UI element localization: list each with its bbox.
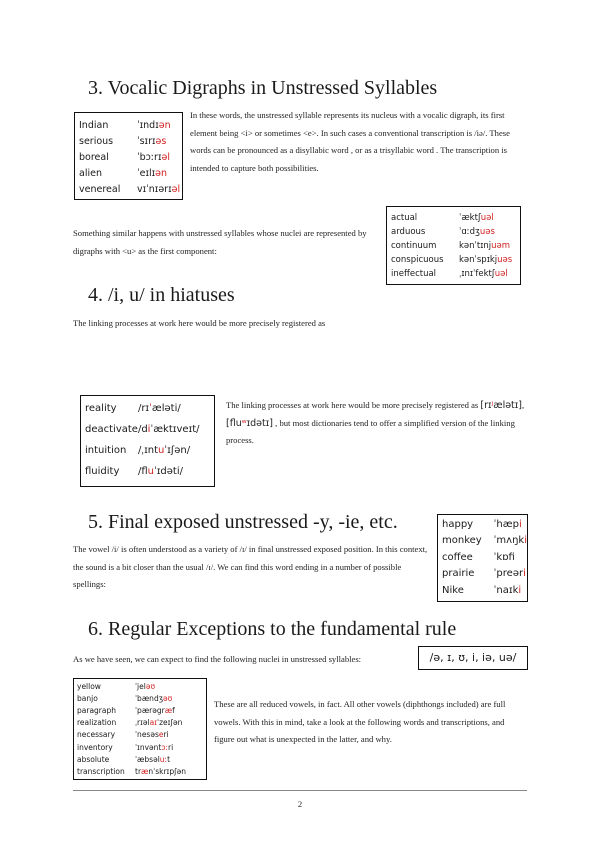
- transcription-part: ˈnesəs: [135, 730, 159, 740]
- highlighted-vowel: æ: [141, 766, 149, 776]
- table-row: [85, 461, 200, 482]
- transcription-part: /ˌɪnt: [137, 445, 159, 456]
- word-spelling: fluidity: [85, 466, 120, 477]
- transcription-part: ˈpærəgr: [135, 705, 165, 715]
- transcription-part: ˈbɔːrɪ: [137, 151, 162, 163]
- section-5-title: 5. Final exposed unstressed -y, -ie, etc.: [88, 511, 398, 533]
- transcription-part: /fl: [137, 466, 148, 477]
- word-spelling: intuition: [85, 445, 127, 456]
- word-transcription: [137, 133, 180, 149]
- transcription-part: ˌrɪəl: [135, 718, 150, 728]
- table-row: [79, 181, 180, 197]
- word-transcription: [494, 533, 527, 550]
- highlighted-vowel: uəl: [480, 213, 494, 223]
- word-transcription: [135, 692, 186, 704]
- highlighted-vowel: æ: [164, 705, 173, 715]
- section-3-paragraph: In these words, the unstressed syllable represents its nucleus with a vocalic digraph, its first element being <i> or sometimes <e>. In such cases a conventional transcription is /iə/. These words can be pronounced as a disyllabic word , or as a trisyllabic word . The transcription is intended to capture both possibilities.: [190, 110, 510, 173]
- word-transcription: [137, 181, 180, 197]
- word-spelling: boreal: [79, 151, 109, 163]
- section-6-paragraph: These are all reduced vowels, in fact. All other vowels (diphthongs included) are full vowels. With this in mind, take a look at the following words and transcriptions, and figure out what is unexpected in the latter, and why.: [214, 699, 506, 744]
- highlighted-vowel: i: [147, 424, 151, 435]
- word-spelling: conspicuous: [391, 255, 444, 265]
- table-row: [79, 165, 180, 181]
- transcription-part: ˈɪndɪ: [137, 119, 159, 131]
- word-spelling: venereal: [79, 183, 121, 195]
- table-row: [391, 253, 512, 267]
- word-spelling: transcription: [77, 766, 125, 776]
- transcription-part: ˈpreər: [493, 568, 524, 580]
- table-row: [77, 717, 186, 729]
- table-row: [85, 398, 200, 419]
- highlighted-vowel: ən: [155, 167, 168, 179]
- highlighted-vowel: əʊ: [163, 693, 173, 703]
- ipa-reality: [rɪʲælətɪ]: [480, 400, 523, 411]
- word-spelling: deactivate: [85, 424, 138, 435]
- highlighted-vowel: aɪ: [149, 718, 158, 728]
- word-spelling: absolute: [77, 754, 110, 764]
- transcription-part: ˈɪnvənt: [135, 742, 162, 752]
- word-spelling: Nike: [442, 584, 464, 596]
- word-transcription: [138, 398, 200, 419]
- table-row: [77, 692, 186, 704]
- highlighted-vowel: i: [524, 535, 527, 547]
- word-transcription: [138, 461, 200, 482]
- word-spelling: happy: [442, 518, 474, 530]
- word-spelling: yellow: [77, 681, 101, 691]
- transcription-part: /d: [137, 424, 148, 435]
- transcription-part: ˈæktɪveɪt/: [150, 424, 200, 435]
- highlighted-vowel: uː: [159, 754, 168, 764]
- transcription-part: ˌɪnɪˈfektʃ: [459, 269, 495, 279]
- transcription-part: ˈbændʒ: [135, 693, 164, 703]
- word-spelling: arduous: [391, 227, 426, 237]
- section-3-paragraph-2: Something similar happens with unstressed syllables whose nuclei are represented by digraphs with <u> as the first component:: [73, 228, 367, 256]
- transcription-part: ˈzeɪʃən: [157, 718, 183, 728]
- word-transcription: [135, 741, 186, 753]
- word-spelling: banjo: [77, 693, 98, 703]
- highlighted-vowel: ˈ: [149, 403, 152, 414]
- word-transcription: [135, 753, 186, 765]
- table-row: [391, 267, 512, 281]
- highlighted-vowel: i: [518, 518, 522, 530]
- highlighted-vowel: ən: [158, 119, 171, 131]
- word-transcription: [459, 267, 512, 281]
- table-row: [77, 741, 186, 753]
- transcription-part: ˈjel: [135, 681, 146, 691]
- transcription-part: ˈeɪlɪ: [137, 167, 156, 179]
- section-4-title: 4. /i, u/ in hiatuses: [88, 284, 235, 306]
- transcription-part: ˈɪʃən/: [164, 445, 191, 456]
- table-row: [442, 566, 527, 583]
- word-transcription: [137, 149, 180, 165]
- exceptions-table: [73, 678, 207, 780]
- linking-outro: , but most dictionaries tend to offer a simplified version of the linking process.: [226, 417, 515, 445]
- word-transcription: [137, 165, 180, 181]
- hiatus-table: [80, 395, 215, 487]
- word-spelling: paragraph: [77, 705, 116, 715]
- word-spelling: continuum: [391, 241, 437, 251]
- transcription-part: ˈnaɪk: [493, 584, 519, 596]
- word-spelling: alien: [79, 167, 102, 179]
- section-6-title: 6. Regular Exceptions to the fundamental rule: [88, 618, 457, 640]
- linking-intro: The linking processes at work here would be more precisely registered as: [226, 400, 479, 410]
- table-row: [77, 680, 186, 692]
- word-transcription: [494, 516, 527, 533]
- highlighted-vowel: ɔː: [161, 742, 169, 752]
- footer-rule: [73, 790, 527, 791]
- table-row: [391, 211, 512, 225]
- highlighted-vowel: əl: [161, 151, 170, 163]
- word-spelling: actual: [391, 213, 418, 223]
- section-4-side-text: The linking processes at work here would be more precisely registered as [rɪʲælətɪ], [fluʷɪdətɪ] , but most dictionaries tend to offer a simplified version of the linking process.: [226, 400, 525, 445]
- digraph-u-table: [386, 206, 521, 285]
- word-transcription: [135, 680, 186, 692]
- highlighted-vowel: i: [518, 584, 522, 596]
- word-transcription: [459, 253, 512, 267]
- highlighted-vowel: əʊ: [145, 681, 156, 691]
- section-6-intro: As we have seen, we can expect to find the following nuclei in unstressed syllables:: [73, 654, 362, 664]
- transcription-part: kənˈtɪnj: [459, 241, 492, 251]
- table-row: [391, 225, 512, 239]
- word-spelling: prairie: [442, 568, 475, 580]
- word-transcription: [138, 419, 200, 440]
- transcription-part: ˈæbsəl: [135, 754, 160, 764]
- transcription-part: ri: [168, 742, 174, 752]
- transcription-part: æləti/: [151, 403, 181, 414]
- transcription-part: ˈkɒf: [493, 551, 515, 563]
- table-row: [442, 516, 527, 533]
- word-spelling: ineffectual: [391, 269, 437, 279]
- final-y-table: [437, 514, 528, 602]
- table-row: [442, 533, 527, 550]
- transcription-part: nˈskrɪpʃən: [148, 766, 186, 776]
- highlighted-vowel: u: [147, 466, 154, 477]
- highlighted-vowel: i: [523, 568, 526, 580]
- word-spelling: coffee: [442, 551, 473, 563]
- nuclei-box: /ə, ɪ, ʊ, i, iə, uə/: [418, 646, 528, 670]
- word-spelling: realization: [77, 718, 117, 728]
- table-row: [442, 549, 527, 566]
- transcription-part: ˈmʌŋk: [493, 535, 525, 547]
- table-row: [79, 117, 180, 133]
- transcription-part: ˈsɪrɪ: [137, 135, 156, 147]
- transcription-part: t: [167, 754, 171, 764]
- word-transcription: [135, 765, 186, 777]
- transcription-part: f: [172, 705, 175, 715]
- transcription-part: vɪˈnɪərɪ: [137, 183, 172, 195]
- word-spelling: monkey: [442, 535, 482, 547]
- transcription-part: /rɪ: [137, 403, 150, 414]
- transcription-part: tr: [135, 766, 142, 776]
- table-row: [77, 765, 186, 777]
- word-transcription: [135, 717, 186, 729]
- word-spelling: Indian: [79, 119, 109, 131]
- transcription-part: ri: [163, 730, 169, 740]
- table-row: [85, 419, 200, 440]
- word-transcription: [494, 549, 527, 566]
- word-spelling: inventory: [77, 742, 113, 752]
- word-transcription: [135, 729, 186, 741]
- highlighted-vowel: uəs: [497, 255, 513, 265]
- table-row: [77, 704, 186, 716]
- highlighted-vowel: əl: [171, 183, 181, 195]
- highlighted-vowel: uəm: [491, 241, 511, 251]
- transcription-part: ˈɪdəti/: [153, 466, 184, 477]
- word-spelling: necessary: [77, 730, 116, 740]
- section-3-title: 3. Vocalic Digraphs in Unstressed Syllables: [88, 77, 438, 99]
- highlighted-vowel: u: [158, 445, 165, 456]
- word-transcription: [494, 582, 527, 599]
- section-5-paragraph: The vowel /i/ is often understood as a variety of /ɪ/ in final unstressed exposed position. In this context, the sound is a bit closer than the usual /ɪ/. We can find this word ending in a number of possible spellings:: [73, 544, 428, 589]
- transcription-part: ˈɑːdʒ: [459, 227, 480, 237]
- word-transcription: [135, 704, 186, 716]
- word-transcription: [459, 225, 512, 239]
- digraph-i-table: [74, 112, 183, 200]
- table-row: [391, 239, 512, 253]
- word-spelling: reality: [85, 403, 117, 414]
- ipa-fluidity: [fluʷɪdətɪ]: [226, 417, 273, 429]
- word-transcription: [138, 440, 200, 461]
- page-number: 2: [297, 799, 303, 809]
- word-transcription: [137, 117, 180, 133]
- transcription-part: kənˈspɪkj: [459, 255, 498, 265]
- table-row: [442, 582, 527, 599]
- word-transcription: [459, 211, 512, 225]
- table-row: [77, 729, 186, 741]
- highlighted-vowel: əs: [155, 135, 167, 147]
- highlighted-vowel: e: [158, 730, 164, 740]
- word-transcription: [494, 566, 527, 583]
- transcription-part: ˈhæp: [493, 518, 519, 530]
- section-4-paragraph: The linking processes at work here would be more precisely registered as: [73, 318, 326, 328]
- highlighted-vowel: uəs: [479, 227, 495, 237]
- transcription-part: ˈæktʃ: [459, 213, 481, 223]
- word-transcription: [459, 239, 512, 253]
- table-row: [79, 149, 180, 165]
- table-row: [79, 133, 180, 149]
- word-spelling: serious: [79, 135, 114, 147]
- highlighted-vowel: uəl: [494, 269, 508, 279]
- table-row: [77, 753, 186, 765]
- table-row: [85, 440, 200, 461]
